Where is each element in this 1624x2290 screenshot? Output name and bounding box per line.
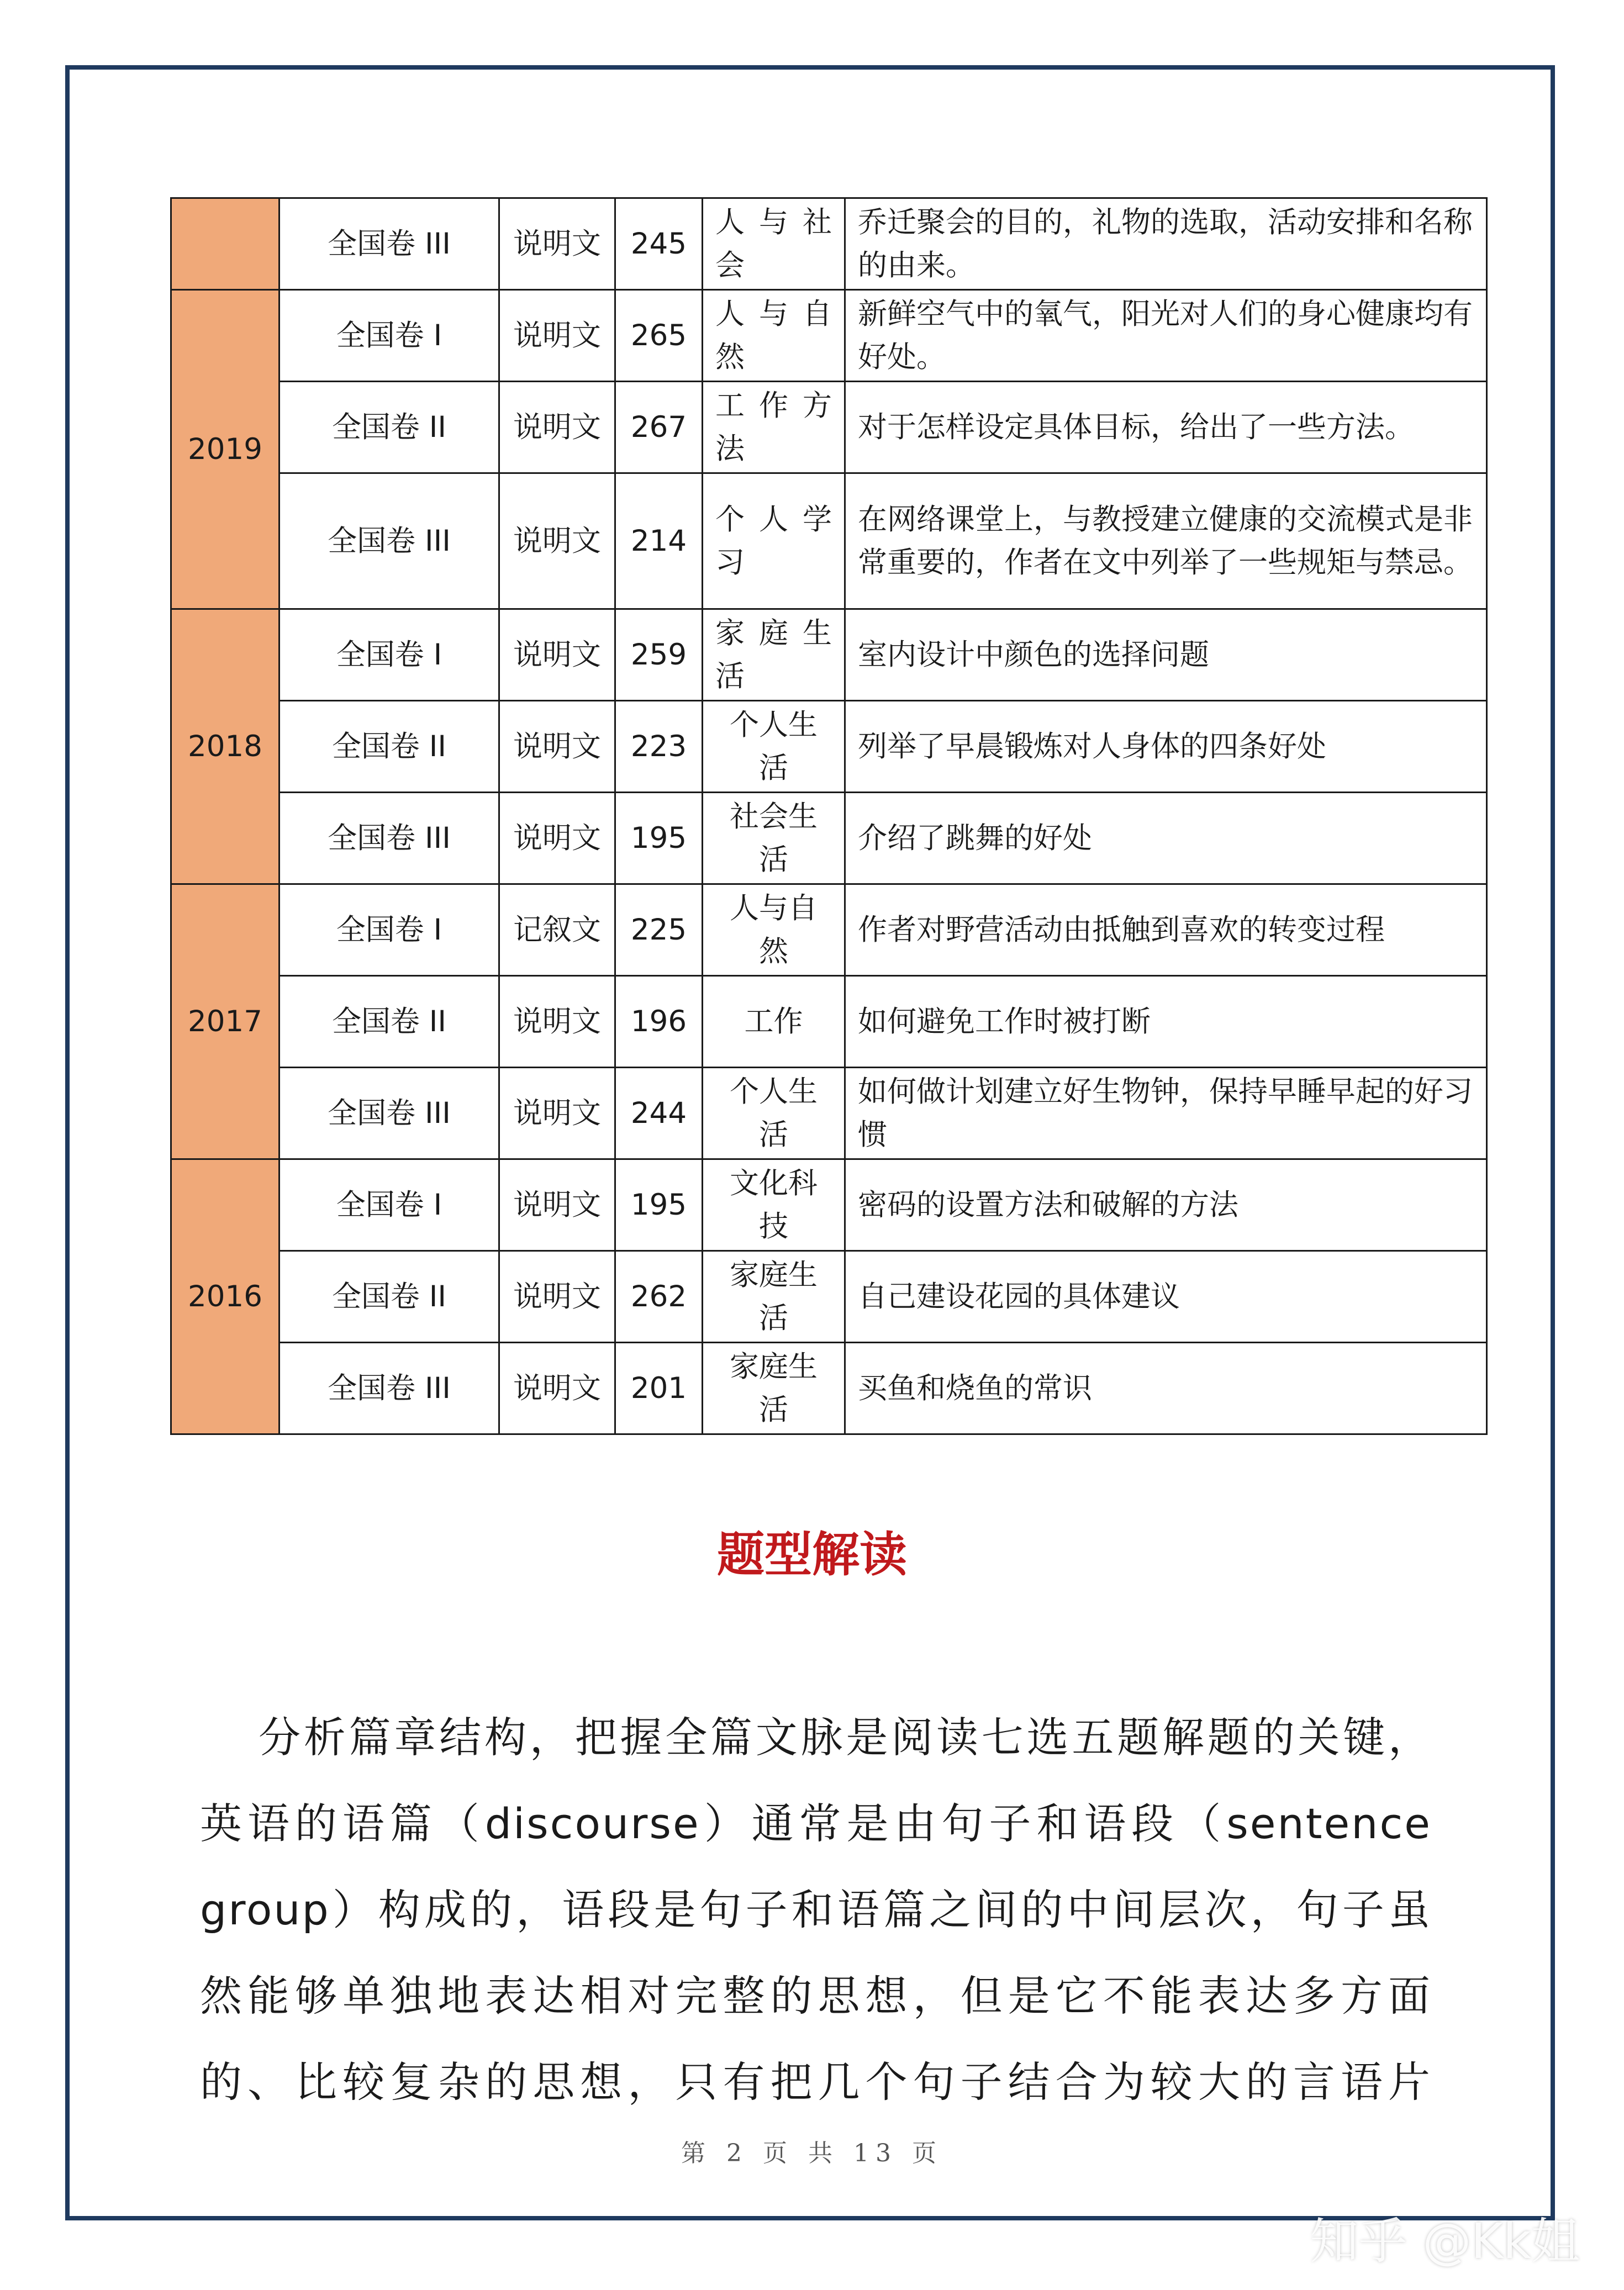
- theme-cell: 家庭生活: [703, 609, 845, 701]
- table-row: [171, 793, 1487, 884]
- body-paragraph: [200, 1695, 1432, 2125]
- genre-cell: 说明文: [499, 473, 615, 609]
- theme-cell: 个人生活: [703, 1068, 845, 1159]
- watermark: 知乎 @Kk姐: [1310, 2213, 1580, 2270]
- genre-cell: 说明文: [499, 290, 615, 382]
- word-count-cell: 195: [615, 793, 703, 884]
- year-cell: [171, 198, 280, 290]
- table-row: [171, 1159, 1487, 1251]
- description-cell: 介绍了跳舞的好处: [845, 793, 1487, 884]
- body-line: 分析篇章结构，把握全篇文脉是阅读七选五题解题的关键，: [259, 1713, 1432, 1762]
- theme-cell: 社会生活: [703, 793, 845, 884]
- paper-cell: 全国卷 II: [280, 976, 499, 1068]
- word-count-cell: 262: [615, 1251, 703, 1343]
- word-count-cell: 225: [615, 884, 703, 976]
- table-row: [171, 1251, 1487, 1343]
- paper-cell: 全国卷 I: [280, 609, 499, 701]
- paper-cell: 全国卷 I: [280, 1159, 499, 1251]
- paper-cell: 全国卷 III: [280, 1343, 499, 1434]
- year-cell: 2019: [171, 290, 280, 609]
- body-line: 的、比较复杂的思想，只有把几个句子结合为较大的言语片: [200, 2057, 1432, 2107]
- table-row: [171, 609, 1487, 701]
- paper-cell: 全国卷 I: [280, 290, 499, 382]
- description-cell: 如何避免工作时被打断: [845, 976, 1487, 1068]
- table-row: [171, 884, 1487, 976]
- exam-table: [170, 197, 1488, 1435]
- year-cell: 2018: [171, 609, 280, 884]
- description-cell: 买鱼和烧鱼的常识: [845, 1343, 1487, 1434]
- paper-cell: 全国卷 I: [280, 884, 499, 976]
- word-count-cell: 267: [615, 382, 703, 473]
- genre-cell: 说明文: [499, 1068, 615, 1159]
- genre-cell: 说明文: [499, 701, 615, 793]
- genre-cell: 记叙文: [499, 884, 615, 976]
- paper-cell: 全国卷 III: [280, 473, 499, 609]
- table-row: [171, 198, 1487, 290]
- theme-cell: 家庭生活: [703, 1251, 845, 1343]
- genre-cell: 说明文: [499, 382, 615, 473]
- theme-cell: 人与自然: [703, 290, 845, 382]
- description-cell: 如何做计划建立好生物钟，保持早睡早起的好习惯: [845, 1068, 1487, 1159]
- word-count-cell: 196: [615, 976, 703, 1068]
- body-line: 然能够单独地表达相对完整的思想，但是它不能表达多方面: [200, 1971, 1432, 2020]
- word-count-cell: 195: [615, 1159, 703, 1251]
- paper-cell: 全国卷 II: [280, 1251, 499, 1343]
- theme-cell: 个人学习: [703, 473, 845, 609]
- body-line: 英语的语篇（discourse）通常是由句子和语段（sentence: [200, 1799, 1432, 1848]
- description-cell: 自己建设花园的具体建议: [845, 1251, 1487, 1343]
- theme-cell: 人与社会: [703, 198, 845, 290]
- word-count-cell: 259: [615, 609, 703, 701]
- description-cell: 对于怎样设定具体目标，给出了一些方法。: [845, 382, 1487, 473]
- table-row: [171, 290, 1487, 382]
- table-row: [171, 382, 1487, 473]
- word-count-cell: 201: [615, 1343, 703, 1434]
- description-cell: 作者对野营活动由抵触到喜欢的转变过程: [845, 884, 1487, 976]
- description-cell: 密码的设置方法和破解的方法: [845, 1159, 1487, 1251]
- table-row: [171, 473, 1487, 609]
- theme-cell: 工作方法: [703, 382, 845, 473]
- year-cell: 2017: [171, 884, 280, 1159]
- body-line: group）构成的，语段是句子和语篇之间的中间层次，句子虽: [200, 1885, 1432, 1934]
- word-count-cell: 223: [615, 701, 703, 793]
- description-cell: 室内设计中颜色的选择问题: [845, 609, 1487, 701]
- table-row: [171, 1343, 1487, 1434]
- theme-cell: 文化科技: [703, 1159, 845, 1251]
- paper-cell: 全国卷 III: [280, 1068, 499, 1159]
- genre-cell: 说明文: [499, 1343, 615, 1434]
- word-count-cell: 244: [615, 1068, 703, 1159]
- paper-cell: 全国卷 III: [280, 198, 499, 290]
- description-cell: 乔迁聚会的目的，礼物的选取，活动安排和名称的由来。: [845, 198, 1487, 290]
- theme-cell: 家庭生活: [703, 1343, 845, 1434]
- genre-cell: 说明文: [499, 1159, 615, 1251]
- theme-cell: 人与自然: [703, 884, 845, 976]
- theme-cell: 个人生活: [703, 701, 845, 793]
- paper-cell: 全国卷 II: [280, 382, 499, 473]
- page-number: 第 2 页 共 13 页: [681, 2139, 943, 2167]
- genre-cell: 说明文: [499, 609, 615, 701]
- description-cell: 在网络课堂上，与教授建立健康的交流模式是非常重要的，作者在文中列举了一些规矩与禁忌。: [845, 473, 1487, 609]
- genre-cell: 说明文: [499, 1251, 615, 1343]
- word-count-cell: 245: [615, 198, 703, 290]
- section-title: 题型解读: [717, 1527, 907, 1582]
- word-count-cell: 214: [615, 473, 703, 609]
- paper-cell: 全国卷 III: [280, 793, 499, 884]
- genre-cell: 说明文: [499, 976, 615, 1068]
- description-cell: 列举了早晨锻炼对人身体的四条好处: [845, 701, 1487, 793]
- genre-cell: 说明文: [499, 793, 615, 884]
- word-count-cell: 265: [615, 290, 703, 382]
- year-cell: 2016: [171, 1159, 280, 1434]
- table-row: [171, 1068, 1487, 1159]
- description-cell: 新鲜空气中的氧气，阳光对人们的身心健康均有好处。: [845, 290, 1487, 382]
- table-row: [171, 976, 1487, 1068]
- paper-cell: 全国卷 II: [280, 701, 499, 793]
- theme-cell: 工作: [703, 976, 845, 1068]
- genre-cell: 说明文: [499, 198, 615, 290]
- table-row: [171, 701, 1487, 793]
